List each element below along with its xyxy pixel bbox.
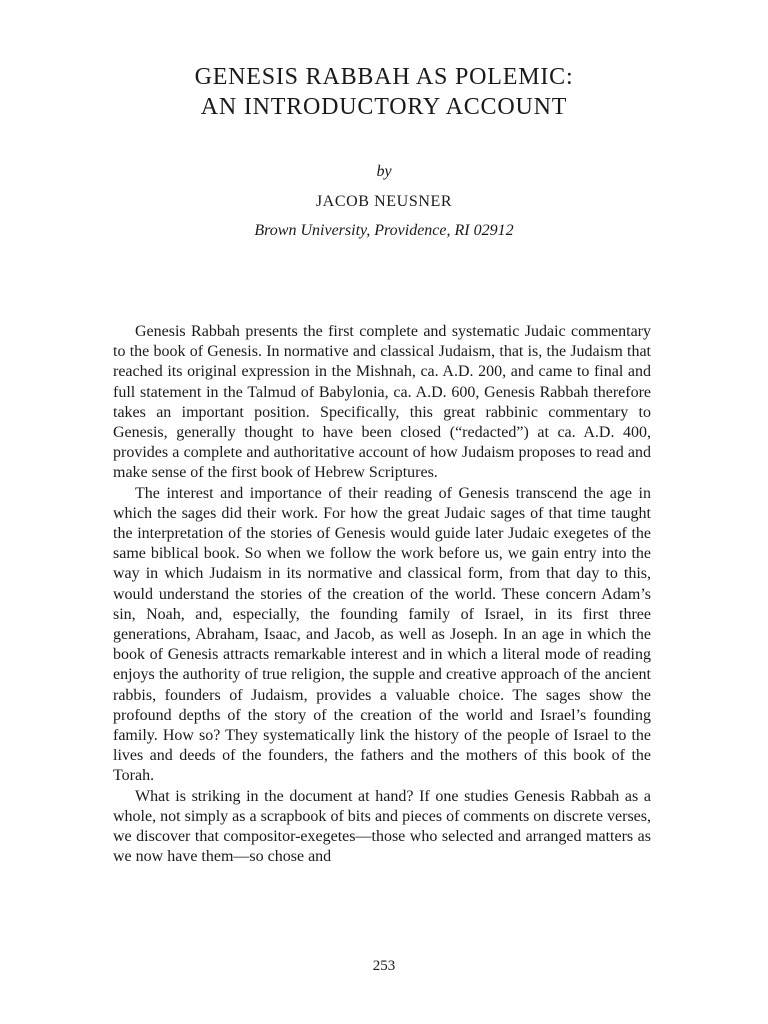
article-body	[113, 322, 651, 867]
byline: by	[376, 163, 392, 180]
author-name: JACOB NEUSNER	[315, 193, 453, 210]
article-title-line-1: GENESIS RABBAH AS POLEMIC:	[194, 64, 574, 90]
article-title	[0, 62, 768, 122]
body-paragraph-1: Genesis Rabbah presents the first complete and systematic Judaic commentary to the book of Genesis. In normative and classical Judaism, that is, the Judaism that reached its original expression in the Mishnah, ca. A.D. 200, and came to final and full statement in the Talmud of Babylonia, ca. A.D. 600, Genesis Rabbah therefore takes an important position. Specifically, this great rabbinic commentary to Genesis, generally thought to have been closed (“redacted”) at ca. A.D. 400, provides a complete and authoritative account of how Judaism proposes to read and make sense of the first book of Hebrew Scriptures.	[113, 323, 651, 482]
body-paragraph-3: What is striking in the document at hand? If one studies Genesis Rabbah as a whole, not simply as a scrapbook of bits and pieces of comments on discrete verses, we discover that compositor-exegetes—those who selected and arranged matters as we now have them—so chose and	[113, 787, 651, 866]
body-paragraph-2: The interest and importance of their reading of Genesis transcend the age in which the sages did their work. For how the great Judaic sages of that time taught the interpretation of the stories of Genesis would guide later Judaic exegetes of the same biblical book. So when we follow the work before us, we gain entry into the way in which Judaism in its normative and classical form, from that day to this, would understand the stories of the creation of the world. These concern Adam’s sin, Noah, and, especially, the founding family of Israel, in its first three generations, Abraham, Isaac, and Jacob, as well as Joseph. In an age in which the book of Genesis attracts remarkable interest and in which a literal mode of reading enjoys the authority of true religion, the supple and creative approach of the ancient rabbis, founders of Judaism, provides a valuable choice. The sages show the profound depths of the story of the creation of the world and Israel’s founding family. How so? They systematically link the history of the people of Israel to the lives and deeds of the founders, the fathers and the mothers of this book of the Torah.	[113, 484, 651, 785]
page-number: 253	[372, 958, 396, 974]
author-affiliation: Brown University, Providence, RI 02912	[254, 222, 514, 239]
article-title-line-2: AN INTRODUCTORY ACCOUNT	[200, 94, 568, 120]
